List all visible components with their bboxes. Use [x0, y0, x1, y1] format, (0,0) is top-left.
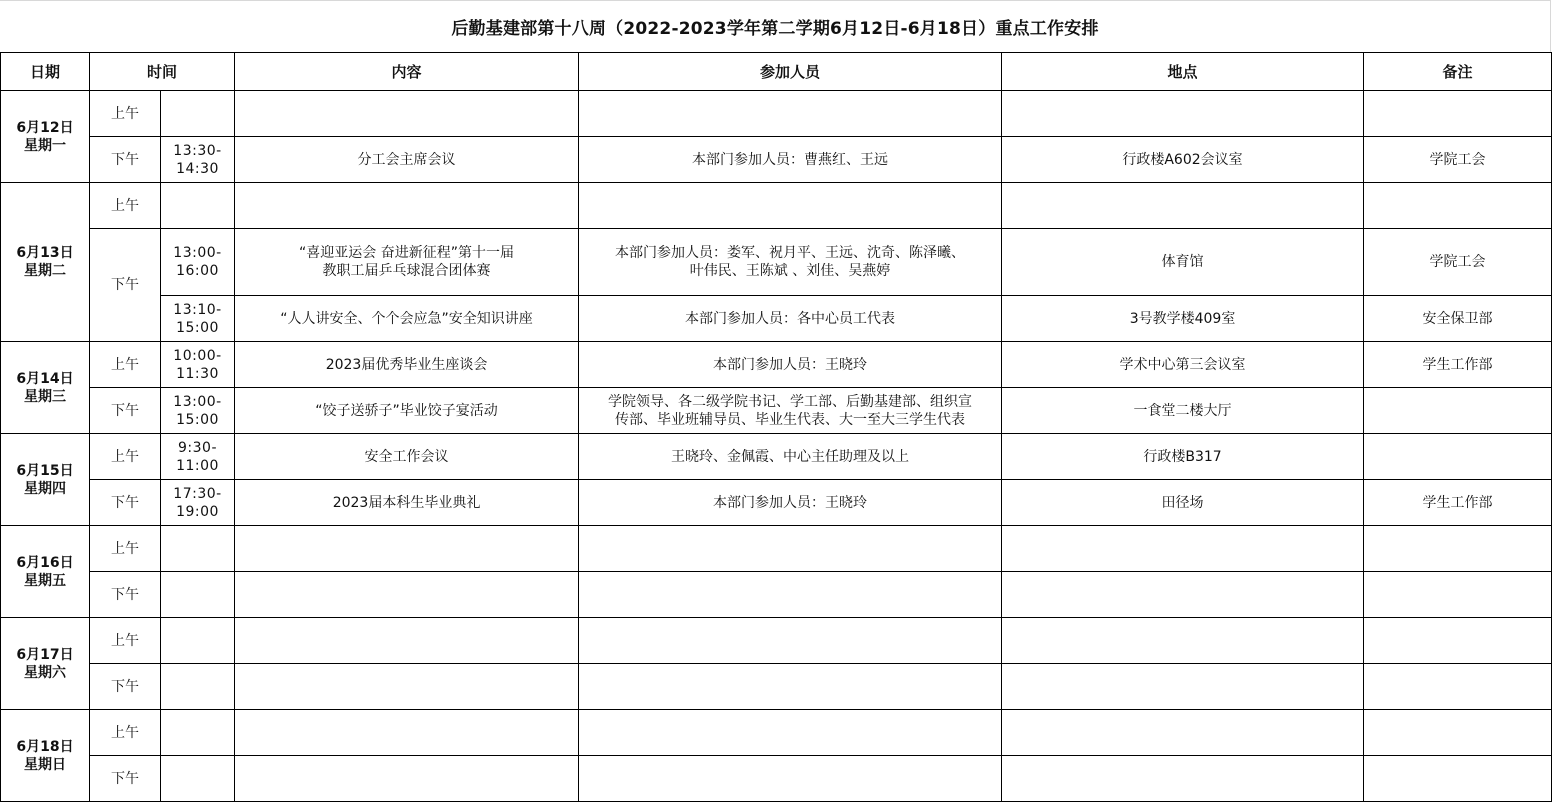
- remarks-cell: [1364, 183, 1552, 229]
- date-cell: [1, 710, 90, 802]
- weekday-label: 星期二: [24, 263, 66, 279]
- table-row: [1, 618, 1552, 664]
- participants-cell: [579, 756, 1002, 802]
- period-cell: 下午: [90, 572, 161, 618]
- remarks-cell: [1364, 388, 1552, 434]
- header-location: 地点: [1002, 53, 1364, 91]
- remarks-cell: [1364, 618, 1552, 664]
- table-row: [1, 434, 1552, 480]
- table-row: [1, 480, 1552, 526]
- time-start: 13:00-: [173, 245, 222, 261]
- participants-cell: 王晓玲、金佩霞、中心主任助理及以上: [579, 434, 1002, 480]
- table-row: [1, 710, 1552, 756]
- table-row: [1, 756, 1552, 802]
- period-cell: 下午: [90, 229, 161, 342]
- remarks-cell: [1364, 756, 1552, 802]
- participants-cell: 本部门参加人员：王晓玲: [579, 480, 1002, 526]
- period-cell: 上午: [90, 618, 161, 664]
- date-cell: [1, 434, 90, 526]
- participants-cell: [579, 91, 1002, 137]
- table-row: [1, 91, 1552, 137]
- date-label: 6月14日: [16, 370, 74, 387]
- participants-cell: [579, 618, 1002, 664]
- location-cell: 田径场: [1002, 480, 1364, 526]
- weekday-label: 星期日: [24, 756, 66, 773]
- time-cell: [161, 710, 235, 756]
- header-row: [1, 53, 1552, 91]
- table-row: [1, 137, 1552, 183]
- period-cell: 上午: [90, 526, 161, 572]
- location-cell: [1002, 572, 1364, 618]
- content-cell: “饺子送骄子”毕业饺子宴活动: [235, 388, 579, 434]
- content-cell: [235, 91, 579, 137]
- location-cell: 行政楼A602会议室: [1002, 137, 1364, 183]
- date-cell: [1, 618, 90, 710]
- remarks-cell: 学生工作部: [1364, 342, 1552, 388]
- remarks-cell: [1364, 526, 1552, 572]
- time-end: 15:00: [176, 411, 219, 428]
- remarks-cell: [1364, 91, 1552, 137]
- table-row: [1, 388, 1552, 434]
- location-cell: [1002, 526, 1364, 572]
- time-start: 13:00-: [173, 393, 222, 410]
- period-cell: 下午: [90, 388, 161, 434]
- table-row: [1, 296, 1552, 342]
- participants-cell: 本部门参加人员：曹燕红、王远: [579, 137, 1002, 183]
- time-cell: [161, 296, 235, 342]
- time-cell: [161, 183, 235, 229]
- participants-cell: [579, 526, 1002, 572]
- location-cell: 体育馆: [1002, 229, 1364, 296]
- time-cell: [161, 137, 235, 183]
- participants-cell: [579, 572, 1002, 618]
- weekday-label: 星期一: [24, 137, 66, 154]
- date-cell: [1, 91, 90, 183]
- remarks-cell: [1364, 434, 1552, 480]
- participants-line: 学院领导、各二级学院书记、学工部、后勤基建部、组织宣: [608, 393, 973, 410]
- time-cell: [161, 526, 235, 572]
- page-title: 后勤基建部第十八周（2022-2023学年第二学期6月12日-6月18日）重点工作安排: [0, 0, 1551, 52]
- content-line: “喜迎亚运会 奋进新征程”第十一届: [299, 245, 514, 261]
- participants-cell: [579, 388, 1002, 434]
- weekday-label: 星期三: [24, 388, 66, 405]
- location-cell: [1002, 664, 1364, 710]
- location-cell: [1002, 183, 1364, 229]
- period-cell: 上午: [90, 91, 161, 137]
- time-cell: [161, 342, 235, 388]
- location-cell: [1002, 91, 1364, 137]
- date-cell: [1, 342, 90, 434]
- weekday-label: 星期五: [24, 572, 66, 589]
- participants-line: 叶伟民、王陈斌 、刘佳、吴燕婷: [689, 263, 891, 279]
- header-date: 日期: [1, 53, 90, 91]
- content-cell: [235, 526, 579, 572]
- remarks-cell: 安全保卫部: [1364, 296, 1552, 342]
- table-row: [1, 183, 1552, 229]
- participants-cell: 本部门参加人员：王晓玲: [579, 342, 1002, 388]
- location-cell: 行政楼B317: [1002, 434, 1364, 480]
- time-cell: [161, 664, 235, 710]
- time-end: 14:30: [176, 160, 219, 177]
- remarks-cell: [1364, 710, 1552, 756]
- time-cell: [161, 618, 235, 664]
- weekday-label: 星期四: [24, 480, 66, 497]
- time-end: 16:00: [176, 263, 219, 279]
- schedule-table: [0, 52, 1552, 802]
- remarks-cell: 学生工作部: [1364, 480, 1552, 526]
- time-start: 10:00-: [173, 347, 222, 364]
- participants-cell: [579, 710, 1002, 756]
- period-cell: 上午: [90, 434, 161, 480]
- content-cell: [235, 183, 579, 229]
- time-cell: [161, 480, 235, 526]
- content-cell: [235, 664, 579, 710]
- period-cell: 下午: [90, 137, 161, 183]
- time-cell: [161, 434, 235, 480]
- date-label: 6月15日: [16, 462, 74, 479]
- date-label: 6月16日: [16, 554, 74, 571]
- remarks-cell: [1364, 664, 1552, 710]
- participants-cell: [579, 229, 1002, 296]
- location-cell: 学术中心第三会议室: [1002, 342, 1364, 388]
- content-line: 教职工届乒乓球混合团体赛: [322, 263, 491, 279]
- participants-cell: [579, 183, 1002, 229]
- participants-line: 传部、毕业班辅导员、毕业生代表、大一至大三学生代表: [615, 411, 966, 428]
- weekday-label: 星期六: [24, 664, 66, 681]
- location-cell: [1002, 756, 1364, 802]
- time-end: 15:00: [176, 319, 219, 336]
- table-row: [1, 664, 1552, 710]
- time-end: 11:30: [176, 365, 219, 382]
- participants-cell: 本部门参加人员：各中心员工代表: [579, 296, 1002, 342]
- date-cell: [1, 526, 90, 618]
- content-cell: 分工会主席会议: [235, 137, 579, 183]
- table-row: [1, 342, 1552, 388]
- period-cell: 上午: [90, 342, 161, 388]
- time-start: 9:30-: [178, 439, 217, 456]
- period-cell: 上午: [90, 710, 161, 756]
- content-cell: [235, 756, 579, 802]
- remarks-cell: 学院工会: [1364, 229, 1552, 296]
- time-cell: [161, 756, 235, 802]
- time-cell: [161, 91, 235, 137]
- period-cell: 下午: [90, 664, 161, 710]
- content-cell: 2023届本科生毕业典礼: [235, 480, 579, 526]
- period-cell: 下午: [90, 480, 161, 526]
- header-remarks: 备注: [1364, 53, 1552, 91]
- time-end: 11:00: [176, 457, 219, 474]
- time-cell: [161, 572, 235, 618]
- date-label: 6月12日: [16, 119, 74, 136]
- participants-line: 本部门参加人员：娄军、祝月平、王远、沈奇、陈泽曦、: [615, 245, 966, 261]
- content-cell: “人人讲安全、个个会应急”安全知识讲座: [235, 296, 579, 342]
- date-label: 6月17日: [16, 646, 74, 663]
- time-cell: [161, 229, 235, 296]
- header-time: 时间: [90, 53, 235, 91]
- content-cell: [235, 618, 579, 664]
- header-participants: 参加人员: [579, 53, 1002, 91]
- remarks-cell: [1364, 572, 1552, 618]
- header-content: 内容: [235, 53, 579, 91]
- content-cell: 2023届优秀毕业生座谈会: [235, 342, 579, 388]
- location-cell: [1002, 710, 1364, 756]
- table-row: [1, 229, 1552, 296]
- date-cell: [1, 183, 90, 342]
- location-cell: 一食堂二楼大厅: [1002, 388, 1364, 434]
- participants-cell: [579, 664, 1002, 710]
- content-cell: 安全工作会议: [235, 434, 579, 480]
- time-end: 19:00: [176, 503, 219, 520]
- time-cell: [161, 388, 235, 434]
- location-cell: [1002, 618, 1364, 664]
- table-row: [1, 572, 1552, 618]
- time-start: 13:30-: [173, 142, 222, 159]
- date-label: 6月18日: [16, 738, 74, 755]
- remarks-cell: 学院工会: [1364, 137, 1552, 183]
- period-cell: 下午: [90, 756, 161, 802]
- time-start: 17:30-: [173, 485, 222, 502]
- time-start: 13:10-: [173, 301, 222, 318]
- content-cell: [235, 572, 579, 618]
- location-cell: 3号教学楼409室: [1002, 296, 1364, 342]
- content-cell: [235, 229, 579, 296]
- period-cell: 上午: [90, 183, 161, 229]
- date-label: 6月13日: [16, 245, 74, 261]
- table-row: [1, 526, 1552, 572]
- content-cell: [235, 710, 579, 756]
